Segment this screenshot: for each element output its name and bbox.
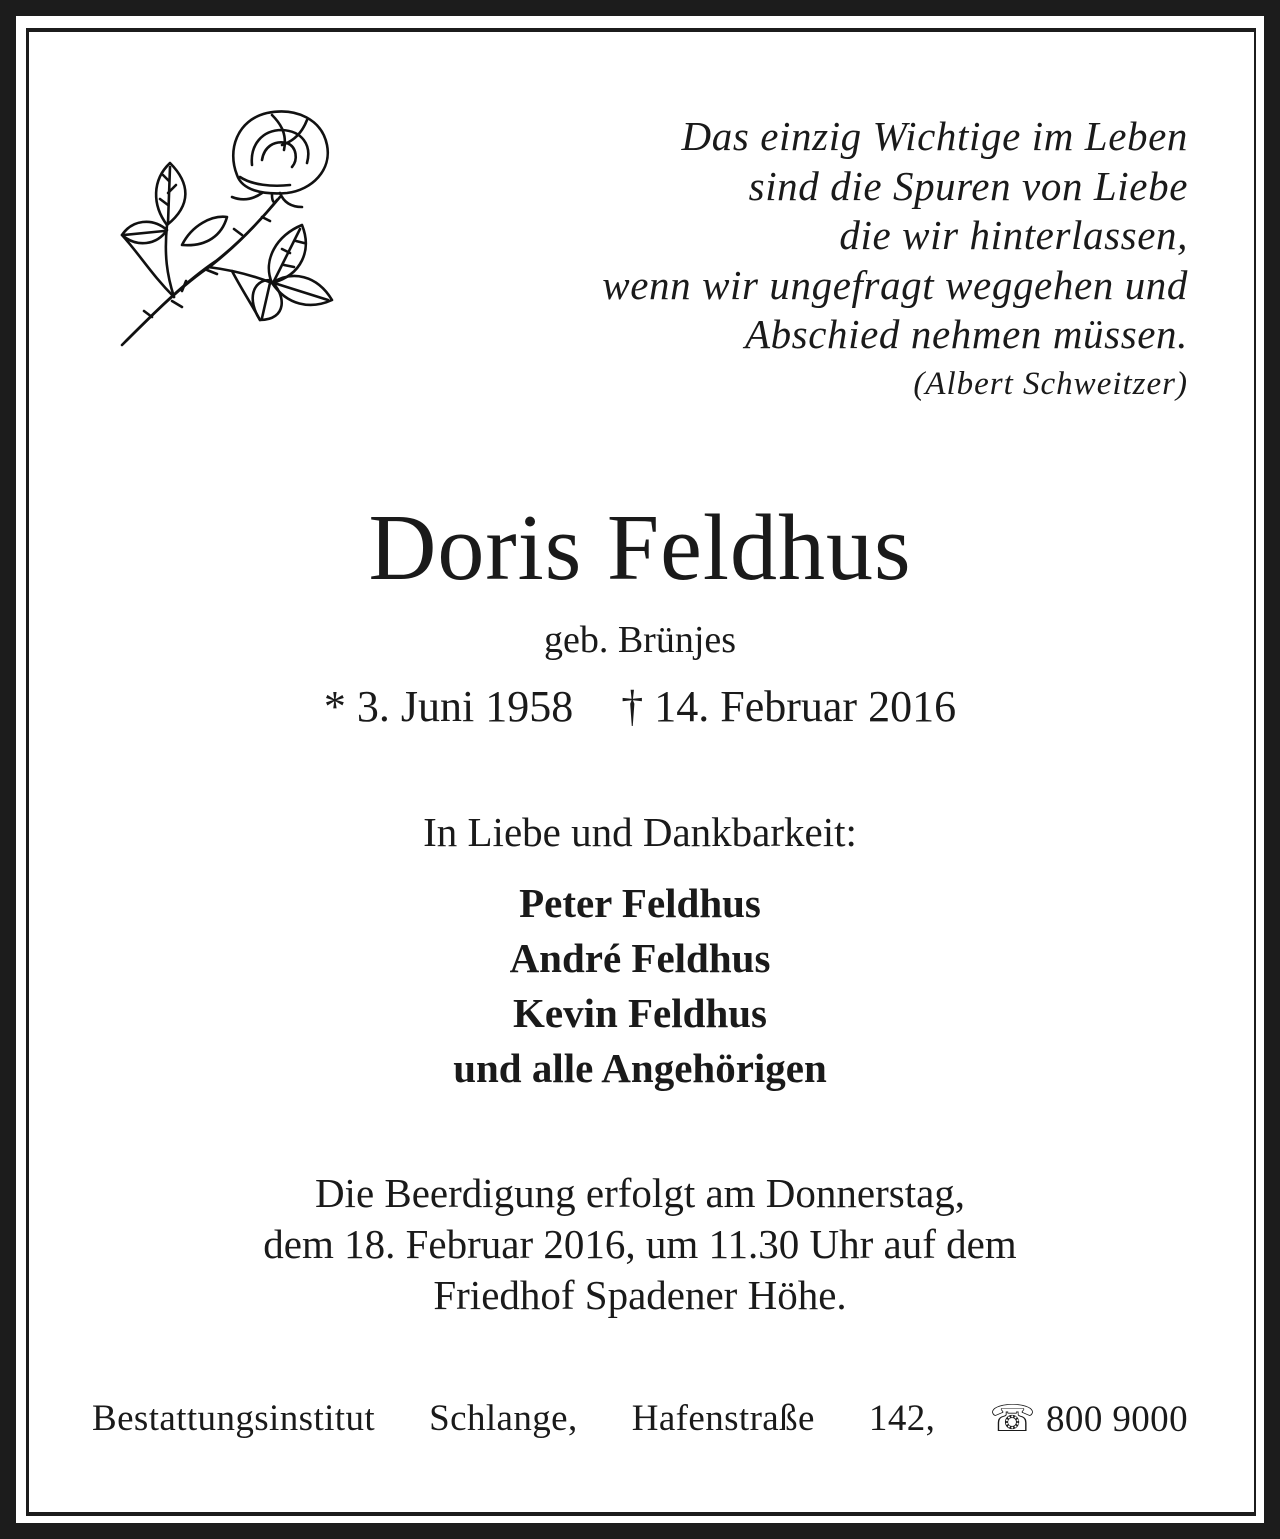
- life-dates: [0, 681, 1280, 732]
- undertaker-line: [92, 1397, 1188, 1441]
- phone-number: 800 9000: [1046, 1399, 1188, 1440]
- mourner: André Feldhus: [509, 935, 771, 981]
- quote-line: sind die Spuren von Liebe: [748, 162, 1188, 209]
- funeral-line: Die Beerdigung erfolgt am Donnerstag,: [314, 1170, 966, 1216]
- mourner: Peter Feldhus: [519, 880, 761, 926]
- maiden-name: geb. Brünjes: [543, 619, 737, 661]
- birth-date: * 3. Juni 1958: [323, 682, 574, 731]
- death-date: † 14. Februar 2016: [621, 682, 957, 731]
- mourners-list: [0, 876, 1280, 1096]
- rose-icon: [112, 105, 342, 355]
- undertaker-word: 142,: [868, 1398, 936, 1439]
- quote: [428, 112, 1188, 360]
- undertaker-word: Schlange,: [429, 1398, 578, 1439]
- undertaker-word: Hafenstraße: [631, 1398, 815, 1439]
- mourner: Kevin Feldhus: [512, 990, 768, 1036]
- quote-line: Das einzig Wichtige im Leben: [681, 113, 1188, 159]
- funeral-line: Friedhof Spadener Höhe.: [433, 1272, 847, 1318]
- phone-icon: ☏: [989, 1399, 1037, 1440]
- undertaker-word: Bestattungsinstitut: [92, 1398, 376, 1439]
- undertaker-phone: [989, 1397, 1188, 1441]
- deceased-name: Doris Feldhus: [368, 496, 912, 600]
- quote-line: Abschied nehmen müssen.: [744, 311, 1188, 357]
- quote-line: wenn wir ungefragt weggehen und: [602, 261, 1188, 308]
- quote-author: (Albert Schweitzer): [913, 366, 1188, 402]
- funeral-line: dem 18. Februar 2016, um 11.30 Uhr auf dem: [263, 1221, 1017, 1267]
- mourner: und alle Angehörigen: [453, 1045, 827, 1091]
- dedication: In Liebe und Dankbarkeit:: [423, 809, 857, 855]
- quote-line: die wir hinterlassen,: [839, 212, 1188, 258]
- funeral-info: [0, 1168, 1280, 1321]
